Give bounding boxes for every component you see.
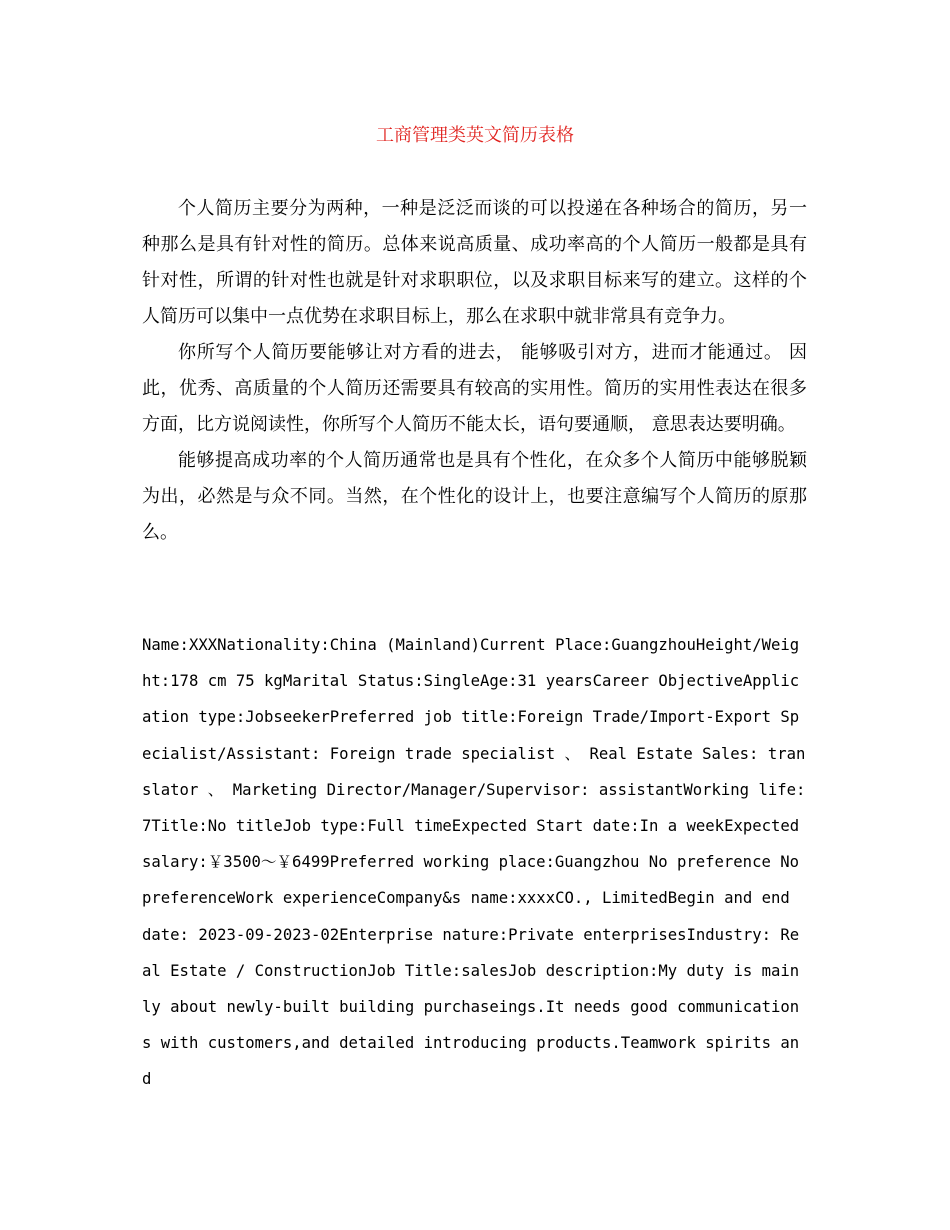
intro-body xyxy=(142,191,807,551)
document-title: 工商管理类英文简历表格 xyxy=(376,125,574,146)
paragraph-1: 个人简历主要分为两种，一种是泛泛而谈的可以投递在各种场合的简历，另一种那么是具有针对性的简历。总体来说高质量、成功率高的个人简历一般都是具有针对性，所谓的针对性也就是针对求职职位，以及求职目标来写的建立。这样的个人简历可以集中一点优势在求职目标上，那么在求职中就非常具有竞争力。 xyxy=(142,198,807,327)
resume-details: Name:XXXNationality:China (Mainland)Current Place:GuangzhouHeight/Weight:178 cm 75 kgMarital Status:SingleAge:31 yearsCareer ObjectiveApplication type:JobseekerPreferred job title:Foreign Trade/Import-Export Specialist/Assistant: Foreign trade specialist 、 Real Estate Sales: translator 、 Marketing Director/Manager/Supervisor: assistantWorking life:7Title:No titleJob type:Full timeExpected Start date:In a weekExpected salary:￥3500～￥6499Preferred working place:Guangzhou No preference No preferenceWork experienceCompany&s name:xxxxCO., LimitedBegin and end date: 2023-09-2023-02Enterprise nature:Private enterprisesIndustry: Real Estate / ConstructionJob Title:salesJob description:My duty is mainly about newly-built building purchaseings.It needs good communications with customers,and detailed introducing products.Teamwork spirits and xyxy=(142,636,806,1089)
paragraph-3: 能够提高成功率的个人简历通常也是具有个性化，在众多个人简历中能够脱颖为出，必然是与众不同。当然，在个性化的设计上，也要注意编写个人简历的原那么。 xyxy=(142,450,807,543)
paragraph-2: 你所写个人简历要能够让对方看的进去， 能够吸引对方，进而才能通过。 因此，优秀、高质量的个人简历还需要具有较高的实用性。简历的实用性表达在很多方面，比方说阅读性，你所写个人简历不能太长，语句要通顺， 意思表达要明确。 xyxy=(142,342,807,435)
